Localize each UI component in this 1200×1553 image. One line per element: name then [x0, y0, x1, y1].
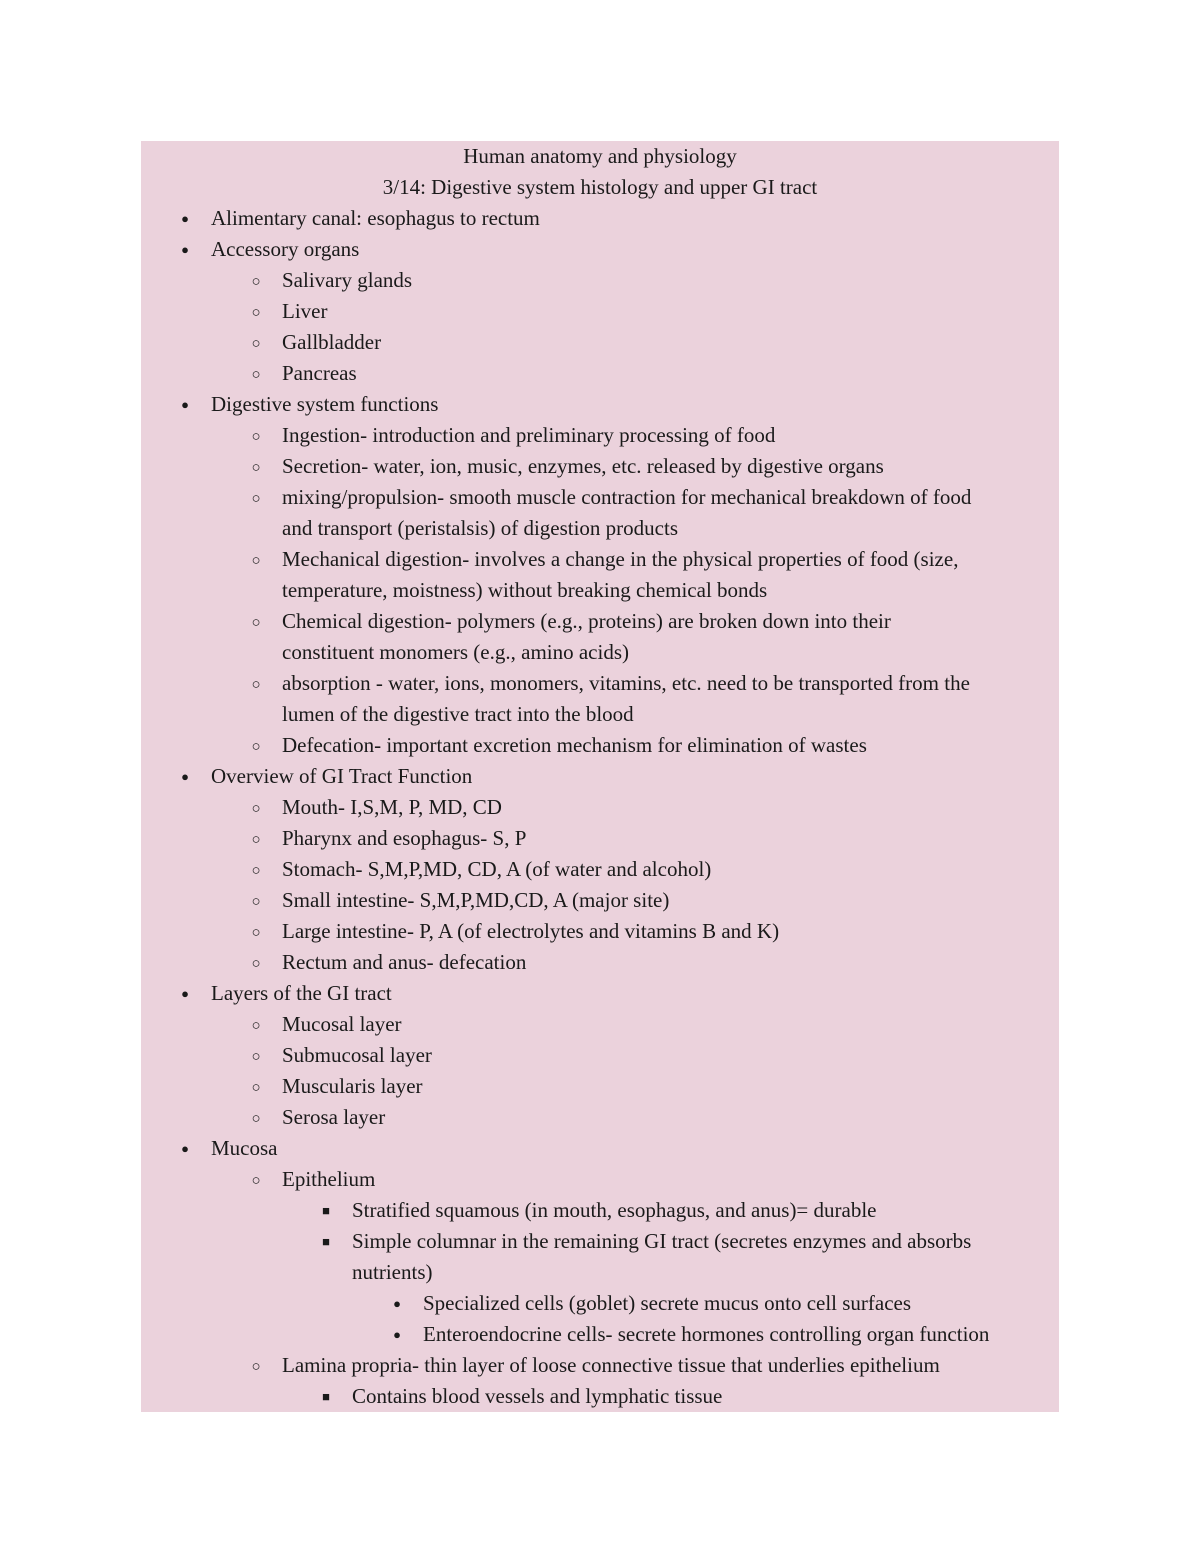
bullet-icon [244, 420, 268, 454]
list-item: Alimentary canal: esophagus to rectum [211, 206, 540, 230]
bullet-icon [244, 544, 268, 578]
bullet-icon [173, 761, 197, 794]
list-item: Contains blood vessels and lymphatic tissue [352, 1384, 723, 1408]
list-item: mixing/propulsion- smooth muscle contraction for mechanical breakdown of food [282, 485, 972, 509]
list-item: Pharynx and esophagus- S, P [282, 826, 527, 850]
list-item: Rectum and anus- defecation [282, 950, 527, 974]
list-item: Mucosa [211, 1136, 278, 1160]
bullet-icon [244, 885, 268, 919]
list-item: Small intestine- S,M,P,MD,CD, A (major site) [282, 888, 670, 912]
list-item: nutrients) [352, 1260, 433, 1284]
document-title: Human anatomy and physiology [463, 144, 737, 168]
list-item: Lamina propria- thin layer of loose connective tissue that underlies epithelium [282, 1353, 940, 1377]
bullet-icon [244, 668, 268, 702]
list-item: Muscularis layer [282, 1074, 423, 1098]
bullet-icon [244, 1350, 268, 1384]
bullet-icon [244, 792, 268, 826]
list-item: Mucosal layer [282, 1012, 402, 1036]
bullet-icon [244, 947, 268, 981]
list-item: Overview of GI Tract Function [211, 764, 473, 788]
list-item: and transport (peristalsis) of digestion products [282, 516, 679, 540]
bullet-icon [244, 265, 268, 299]
list-item: Serosa layer [282, 1105, 386, 1129]
list-item: Chemical digestion- polymers (e.g., proteins) are broken down into their [282, 609, 891, 633]
bullet-icon [244, 916, 268, 950]
list-item: Salivary glands [282, 268, 413, 292]
list-item: Defecation- important excretion mechanism for elimination of wastes [282, 733, 867, 757]
document-subtitle: 3/14: Digestive system histology and upper GI tract [382, 175, 818, 199]
bullet-icon [244, 1040, 268, 1074]
list-item: Mouth- I,S,M, P, MD, CD [282, 795, 502, 819]
bullet-icon [244, 730, 268, 764]
document-page [141, 141, 1059, 1412]
bullet-icon [173, 203, 197, 236]
list-item: temperature, moistness) without breaking chemical bonds [282, 578, 768, 602]
bullet-icon [244, 1102, 268, 1136]
list-item: Ingestion- introduction and preliminary processing of food [282, 423, 776, 447]
list-item: Accessory organs [211, 237, 360, 261]
bullet-icon [244, 1071, 268, 1105]
bullet-icon [244, 327, 268, 361]
list-item: Epithelium [282, 1167, 376, 1191]
bullet-icon [244, 451, 268, 485]
list-item: Large intestine- P, A (of electrolytes and vitamins B and K) [282, 919, 780, 943]
list-item: Mechanical digestion- involves a change in the physical properties of food (size, [282, 547, 959, 571]
bullet-icon [173, 978, 197, 1011]
bullet-icon [244, 823, 268, 857]
bullet-icon [244, 482, 268, 516]
list-item: Submucosal layer [282, 1043, 432, 1067]
list-item: Digestive system functions [211, 392, 439, 416]
bullet-icon [173, 234, 197, 267]
list-item: Stratified squamous (in mouth, esophagus, and anus)= durable [352, 1198, 877, 1222]
list-item: Layers of the GI tract [211, 981, 392, 1005]
bullet-icon [244, 854, 268, 888]
bullet-icon [244, 1164, 268, 1198]
list-item: Gallbladder [282, 330, 382, 354]
list-item: constituent monomers (e.g., amino acids) [282, 640, 630, 664]
bullet-icon [385, 1288, 409, 1321]
bullet-icon [173, 1133, 197, 1166]
bullet-icon [385, 1319, 409, 1352]
bullet-icon [314, 1195, 338, 1228]
list-item: Stomach- S,M,P,MD, CD, A (of water and alcohol) [282, 857, 712, 881]
bullet-icon [314, 1381, 338, 1414]
bullet-icon [173, 389, 197, 422]
list-item: lumen of the digestive tract into the blood [282, 702, 634, 726]
bullet-icon [314, 1226, 338, 1259]
list-item: Specialized cells (goblet) secrete mucus onto cell surfaces [423, 1291, 912, 1315]
list-item: absorption - water, ions, monomers, vitamins, etc. need to be transported from the [282, 671, 970, 695]
bullet-icon [244, 358, 268, 392]
list-item: Liver [282, 299, 328, 323]
list-item: Secretion- water, ion, music, enzymes, etc. released by digestive organs [282, 454, 884, 478]
list-item: Enteroendocrine cells- secrete hormones controlling organ function [423, 1322, 990, 1346]
list-item: Simple columnar in the remaining GI tract (secretes enzymes and absorbs [352, 1229, 972, 1253]
list-item: Pancreas [282, 361, 357, 385]
bullet-icon [244, 1009, 268, 1043]
bullet-icon [244, 296, 268, 330]
bullet-icon [244, 606, 268, 640]
